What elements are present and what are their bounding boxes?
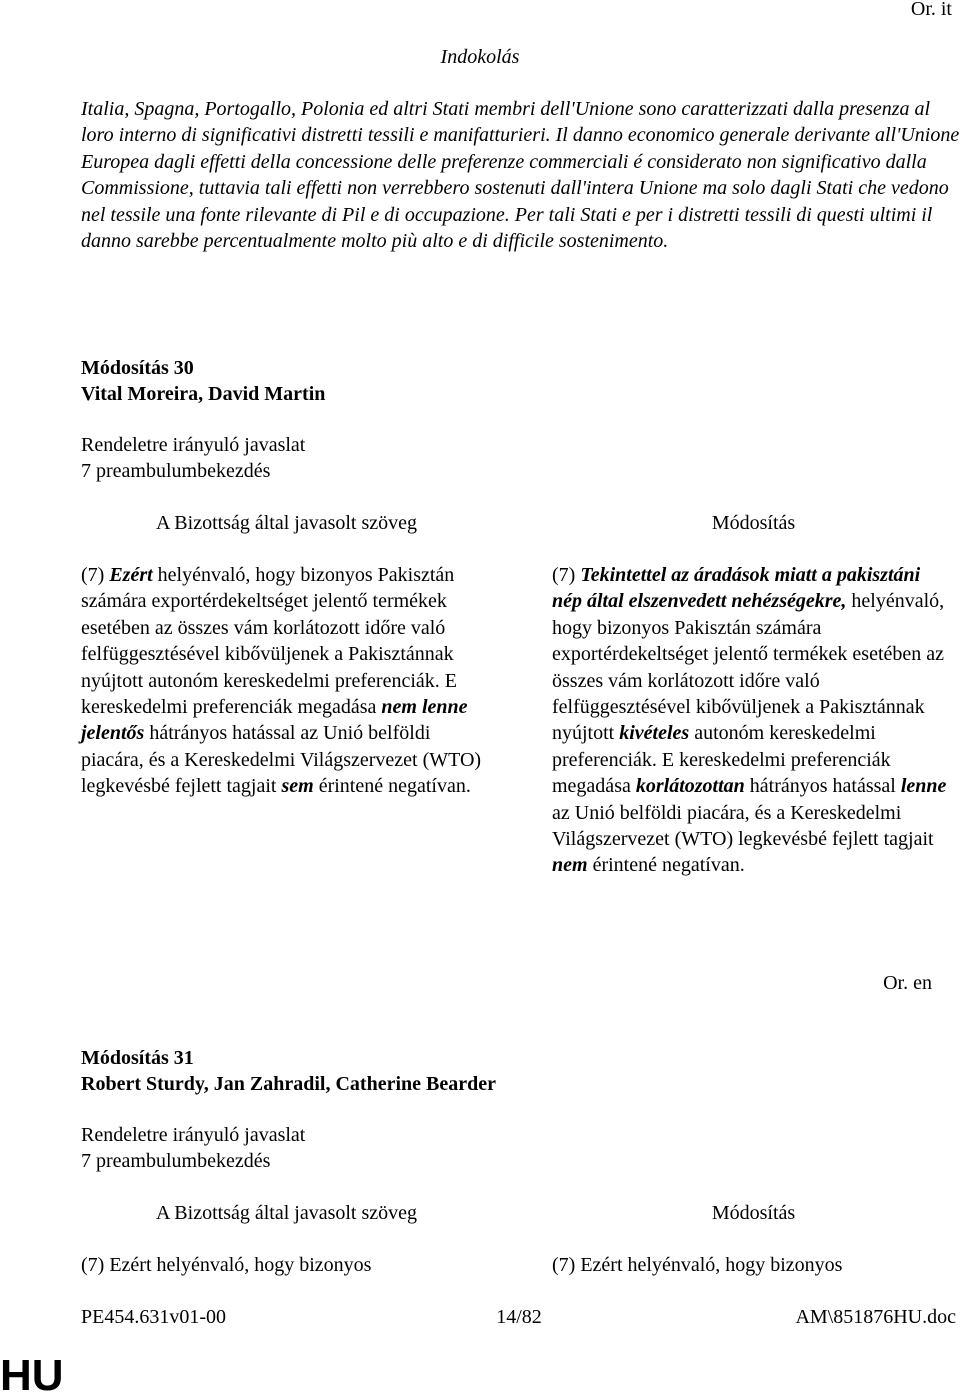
- original-language-label: Or. en: [883, 972, 932, 994]
- language-mark: HU: [0, 1351, 64, 1400]
- amendment-number: Módosítás 31: [81, 1047, 194, 1069]
- amendment-authors: Vital Moreira, David Martin: [81, 383, 326, 405]
- commission-text-heading: A Bizottság által javasolt szöveg: [155, 512, 418, 534]
- changed-text: kivételes: [619, 722, 690, 745]
- amendment-heading: Módosítás: [711, 512, 796, 534]
- changed-text: nem: [552, 854, 588, 877]
- justification-text: Italia, Spagna, Portogallo, Polonia ed altri Stati membri dell'Unione sono caratterizzati dalla presenza al loro interno di significativi distretti tessili e manifatturieri. Il danno economico generale derivante all'Unione Europea dagli effetti della concessione delle preferenze commerciali é considerato non significativo dalla Commissione, tuttavia tali effetti non verrebbero sostenuti dall'intera Unione ma solo dagli Stati che vedono nel tessile una fonte rilevante di Pil e di occupazione. Per tali Stati e per i distretti tessili di questi ultimi il danno sarebbe percentualmente molto più alto e di difficile sostenimento.: [81, 98, 960, 253]
- changed-text: Tekintettel az áradások miatt a pakisztáni nép által elszenvedett nehézségekre,: [552, 564, 921, 613]
- footer-doc-ref: PE454.631v01-00: [81, 1306, 226, 1328]
- justification-title: Indokolás: [440, 46, 520, 68]
- amended-text: (7) Tekintettel az áradások miatt a pakisztáni nép által elszenvedett nehézségekre, helyénvaló, hogy bizonyos Pakisztán számára exportérdekeltséget jelentő termékek esetében az összes vám korlátozott időre való felfüggesztésével kibővüljenek a Pakisztánnak nyújtott kivételes autonóm kereskedelmi preferenciák. E kereskedelmi preferenciák megadása korlátozottan hátrányos hatással lenne az Unió belföldi piacára, és a Kereskedelmi Világszervezet (WTO) legkevésbé fejlett tagjait nem érintené negatívan.: [552, 564, 947, 877]
- changed-text: sem: [281, 775, 314, 798]
- commission-text-heading: A Bizottság által javasolt szöveg: [155, 1202, 418, 1224]
- commission-text: (7) Ezért helyénvaló, hogy bizonyos: [81, 1254, 372, 1276]
- footer-page-number: 14/82: [496, 1306, 542, 1328]
- changed-text: Ezért: [109, 564, 153, 586]
- changed-text: nem lenne jelentős: [81, 696, 468, 745]
- amendment-number: Módosítás 30: [81, 357, 194, 379]
- proposal-label: Rendeletre irányuló javaslat: [81, 434, 306, 456]
- proposal-label: Rendeletre irányuló javaslat: [81, 1124, 306, 1146]
- recital-label: 7 preambulumbekezdés: [81, 460, 271, 482]
- footer-file-name: AM\851876HU.doc: [795, 1306, 956, 1328]
- commission-text: (7) Ezért helyénvaló, hogy bizonyos Pakisztán számára exportérdekeltséget jelentő termékek esetében az összes vám korlátozott időre való felfüggesztésével kibővüljenek a Pakisztánnak nyújtott autonóm kereskedelmi preferenciák. E kereskedelmi preferenciák megadása nem lenne jelentős hátrányos hatással az Unió belföldi piacára, és a Kereskedelmi Világszervezet (WTO) legkevésbé fejlett tagjait sem érintené negatívan.: [81, 564, 482, 798]
- changed-text: lenne: [900, 775, 947, 798]
- changed-text: korlátozottan: [635, 775, 745, 798]
- amendment-heading: Módosítás: [711, 1202, 796, 1224]
- recital-label: 7 preambulumbekezdés: [81, 1150, 271, 1172]
- amended-text: (7) Ezért helyénvaló, hogy bizonyos: [552, 1254, 843, 1276]
- amendment-authors: Robert Sturdy, Jan Zahradil, Catherine Bearder: [81, 1073, 496, 1095]
- original-language-label: Or. it: [910, 0, 952, 20]
